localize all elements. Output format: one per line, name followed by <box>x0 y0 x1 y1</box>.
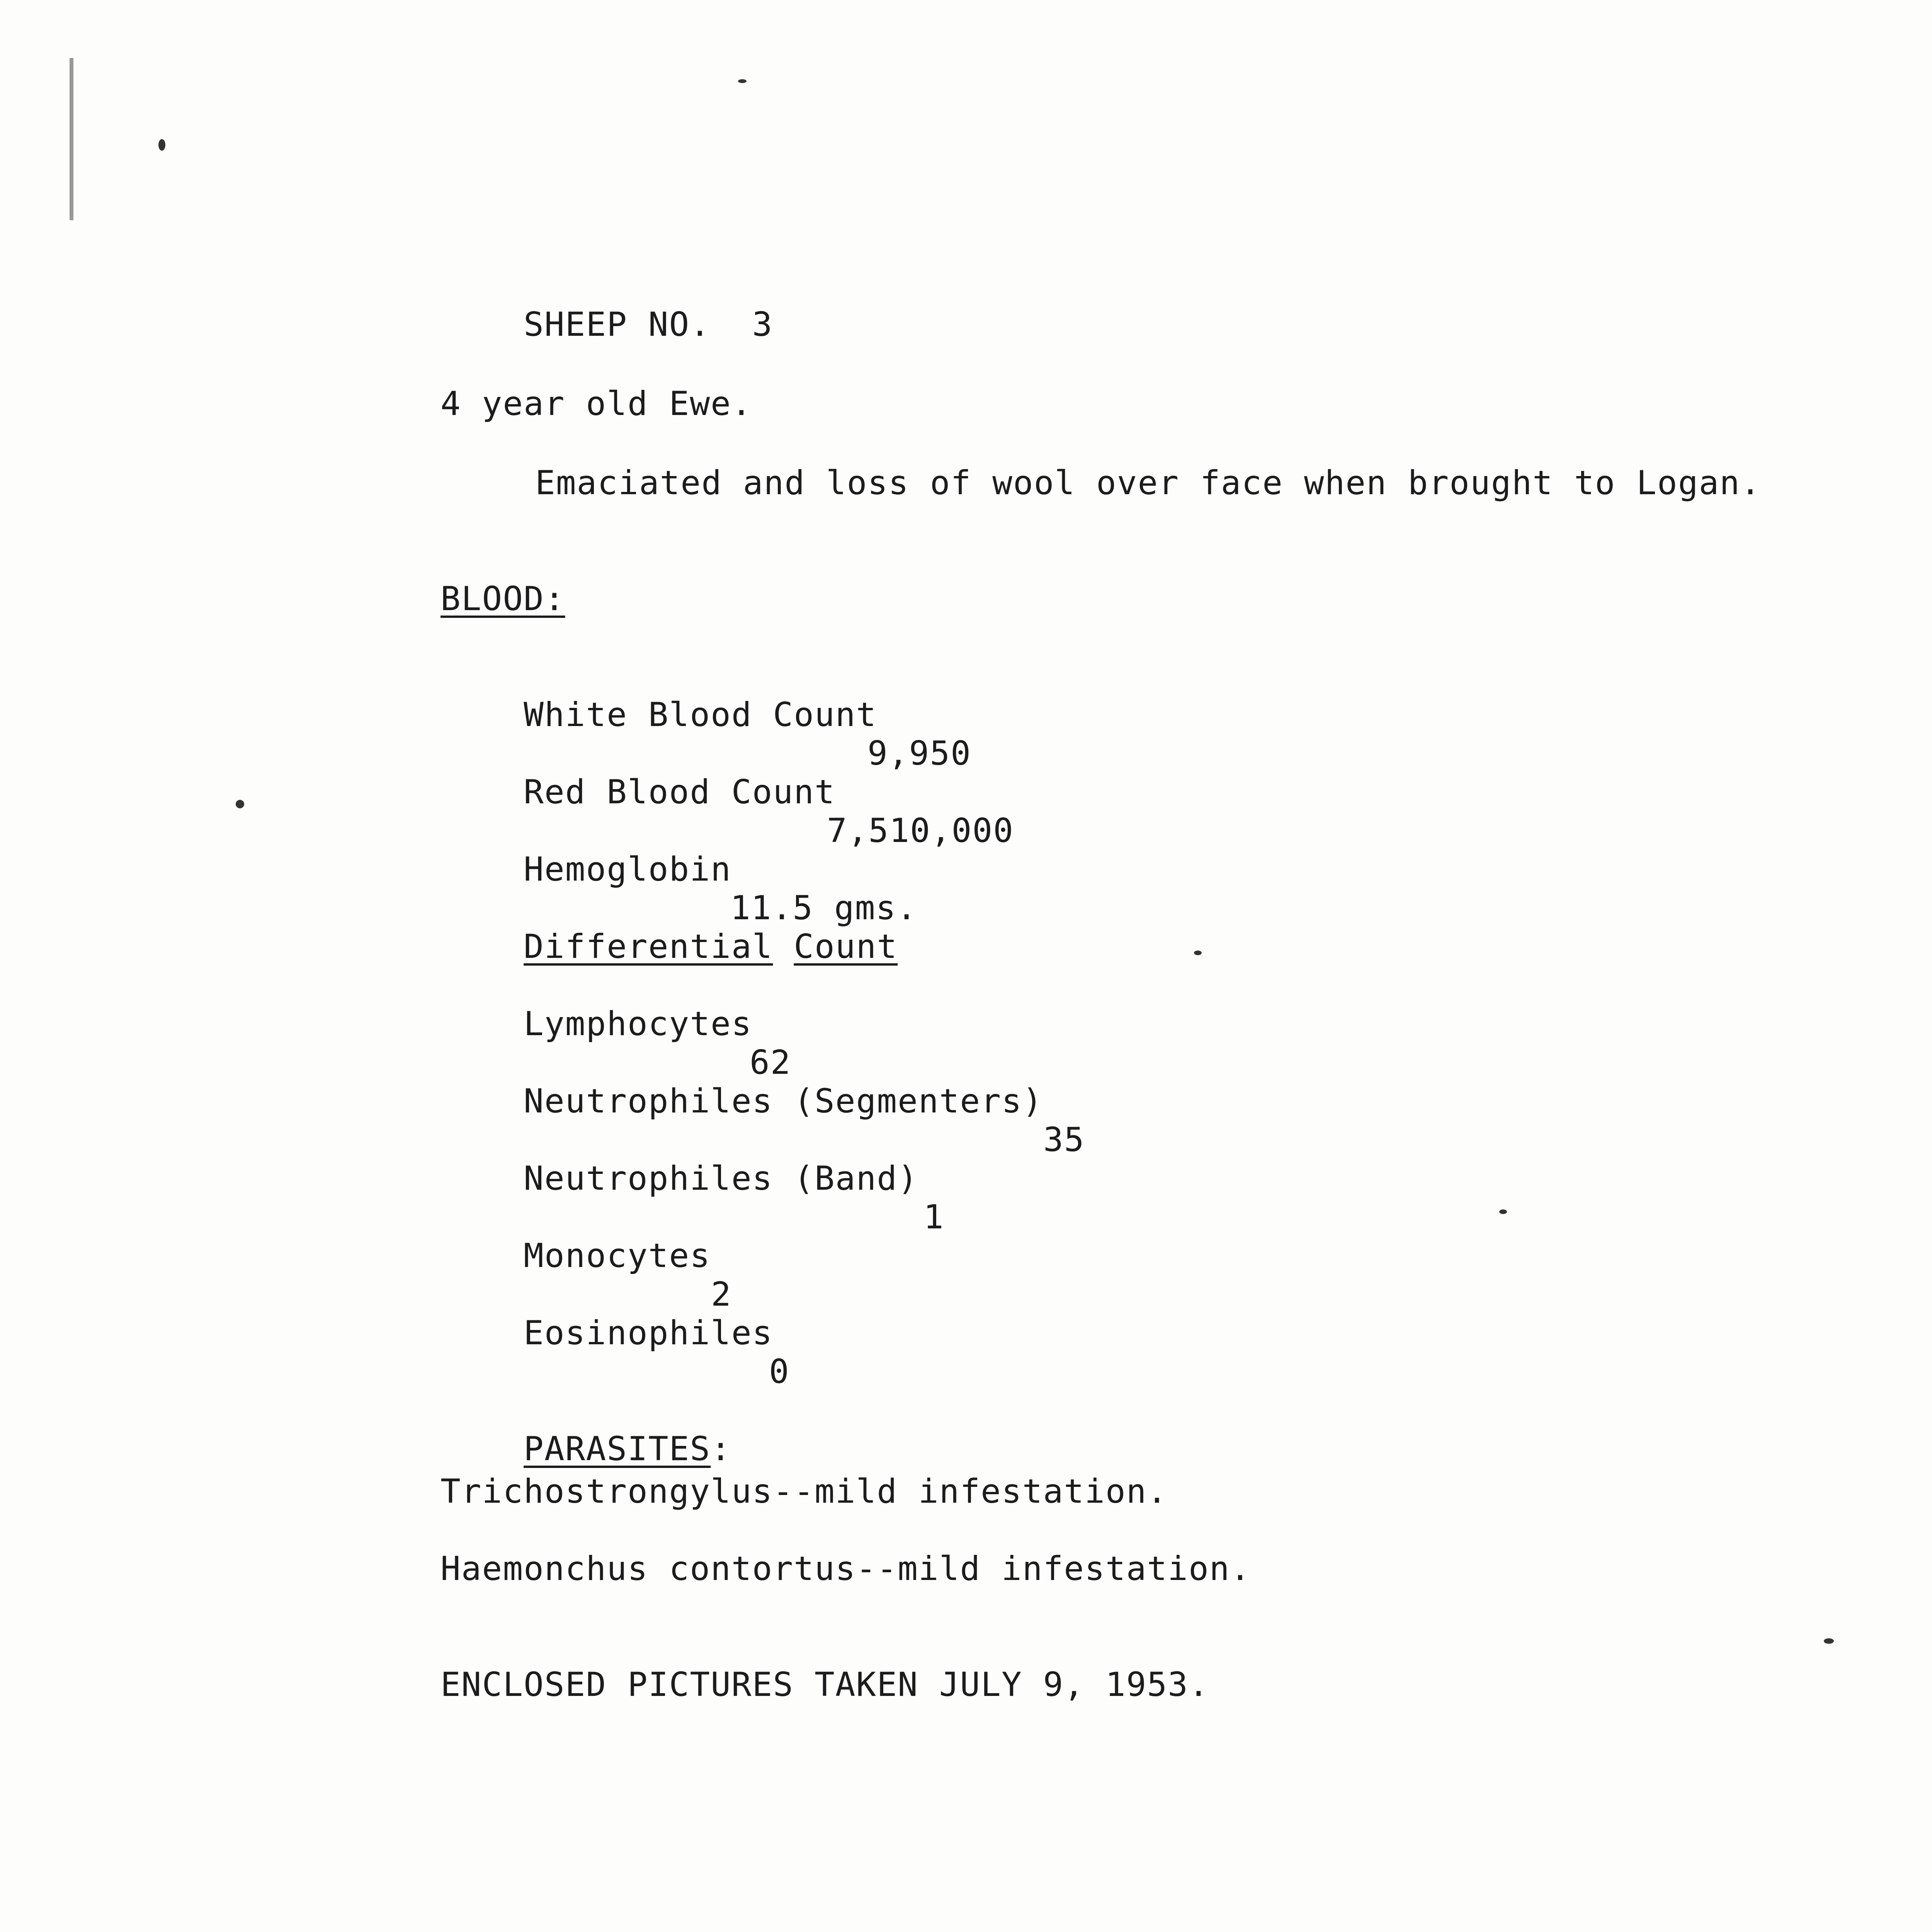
enclosed-pictures-note: ENCLOSED PICTURES TAKEN JULY 9, 1953. <box>440 1665 1209 1704</box>
white-blood-count-label: White Blood Count <box>524 696 877 734</box>
sheep-number: 3 <box>752 305 773 344</box>
scan-speck <box>1824 1638 1834 1644</box>
blood-heading: BLOOD: <box>440 580 565 618</box>
differential-label: Monocytes <box>524 1236 711 1275</box>
white-blood-count-value: 9,950 <box>867 734 971 773</box>
differential-label: Neutrophiles (Segmenters) <box>524 1082 1043 1121</box>
differential-value: 62 <box>750 1043 791 1082</box>
scan-speck <box>158 139 165 151</box>
scan-speck <box>1194 951 1202 955</box>
scan-speck <box>236 800 244 808</box>
parasites-heading-colon: : <box>711 1430 731 1468</box>
differential-label: Lymphocytes <box>524 1005 752 1043</box>
animal-description: 4 year old Ewe. <box>440 384 752 423</box>
scan-speck <box>1499 1209 1507 1214</box>
differential-value: 35 <box>1043 1121 1085 1159</box>
sheep-heading <box>440 267 773 383</box>
red-blood-count-value: 7,510,000 <box>827 811 1014 850</box>
parasites-heading-text: PARASITES <box>524 1430 711 1468</box>
differential-label: Neutrophiles (Band) <box>524 1159 918 1198</box>
differential-label: Eosinophiles <box>524 1314 773 1352</box>
hemoglobin-value: 11.5 gms. <box>730 889 917 927</box>
sheep-title: SHEEP NO. <box>524 305 711 344</box>
parasite-item: Haemonchus contortus--mild infestation. <box>440 1549 1251 1588</box>
differential-heading-word: Differential <box>524 927 773 966</box>
count-heading-word: Count <box>794 927 898 966</box>
parasite-item: Trichostrongylus--mild infestation. <box>440 1472 1168 1511</box>
differential-value: 2 <box>711 1275 732 1314</box>
differential-value: 1 <box>923 1198 944 1236</box>
scan-edge-mark <box>70 58 73 220</box>
differential-value: 0 <box>769 1352 790 1391</box>
hemoglobin-label: Hemoglobin <box>524 850 731 889</box>
scan-speck <box>738 79 747 83</box>
condition-notes: Emaciated and loss of wool over face when brought to Logan. <box>535 464 1761 502</box>
red-blood-count-label: Red Blood Count <box>524 773 835 811</box>
